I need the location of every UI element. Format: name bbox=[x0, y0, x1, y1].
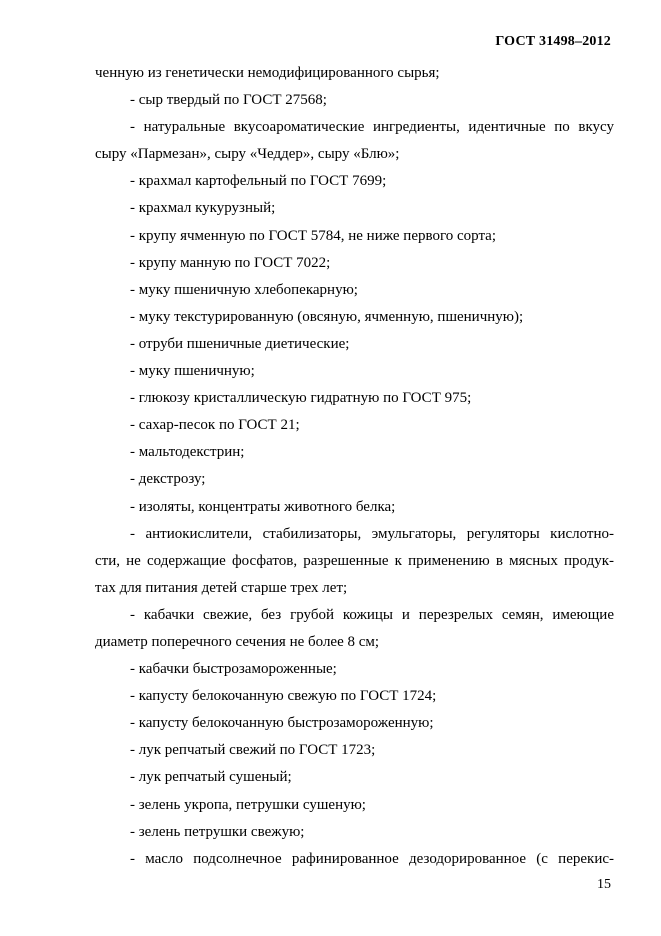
text-line: - крупу манную по ГОСТ 7022; bbox=[130, 254, 331, 271]
text-line: - муку пшеничную; bbox=[130, 363, 255, 380]
text-line: диаметр поперечного сечения не более 8 см; bbox=[95, 633, 380, 650]
text-line: - крупу ячменную по ГОСТ 5784, не ниже первого сорта; bbox=[130, 227, 497, 244]
page-number: 15 bbox=[597, 877, 611, 892]
text-line: - мальтодекстрин; bbox=[130, 444, 245, 461]
text-line: - кабачки быстрозамороженные; bbox=[130, 661, 337, 678]
document-code-header: ГОСТ 31498–2012 bbox=[495, 34, 611, 49]
text-line: тах для питания детей старше трех лет; bbox=[95, 579, 348, 596]
text-line: - зелень петрушки свежую; bbox=[130, 823, 305, 840]
text-line: - декстрозу; bbox=[130, 471, 206, 488]
text-line: - лук репчатый свежий по ГОСТ 1723; bbox=[130, 742, 376, 759]
text-line: ченную из генетически немодифицированного сырья; bbox=[95, 65, 440, 81]
text-line: - натуральные вкусоароматические ингредиенты, идентичные по вкусу bbox=[130, 119, 614, 136]
text-line: сыру «Пармезан», сыру «Чеддер», сыру «Блю»; bbox=[95, 146, 400, 163]
text-line: - крахмал кукурузный; bbox=[130, 200, 276, 217]
text-line: - глюкозу кристаллическую гидратную по ГОСТ 975; bbox=[130, 390, 472, 407]
text-line: - капусту белокочанную быстрозамороженную; bbox=[130, 715, 434, 732]
text-line: - антиокислители, стабилизаторы, эмульгаторы, регуляторы кислотно- bbox=[130, 525, 614, 542]
text-line: - крахмал картофельный по ГОСТ 7699; bbox=[130, 173, 387, 190]
text-line: - масло подсолнечное рафинированное дезодорированное (с перекис- bbox=[130, 850, 614, 867]
text-line: - зелень укропа, петрушки сушеную; bbox=[130, 796, 366, 813]
text-line: - изоляты, концентраты животного белка; bbox=[130, 498, 396, 515]
text-line: - лук репчатый сушеный; bbox=[130, 769, 292, 786]
text-line: сти, не содержащие фосфатов, разрешенные к применению в мясных продук- bbox=[95, 552, 614, 569]
text-line: - муку пшеничную хлебопекарную; bbox=[130, 281, 358, 298]
text-line: - кабачки свежие, без грубой кожицы и перезрелых семян, имеющие bbox=[130, 606, 614, 623]
text-line: - капусту белокочанную свежую по ГОСТ 1724; bbox=[130, 688, 437, 705]
document-body bbox=[95, 60, 614, 873]
text-line: - муку текстурированную (овсяную, ячменную, пшеничную); bbox=[130, 308, 524, 325]
text-line: - сыр твердый по ГОСТ 27568; bbox=[130, 92, 327, 109]
text-line: - отруби пшеничные диетические; bbox=[130, 335, 350, 352]
text-line: - сахар-песок по ГОСТ 21; bbox=[130, 417, 300, 434]
